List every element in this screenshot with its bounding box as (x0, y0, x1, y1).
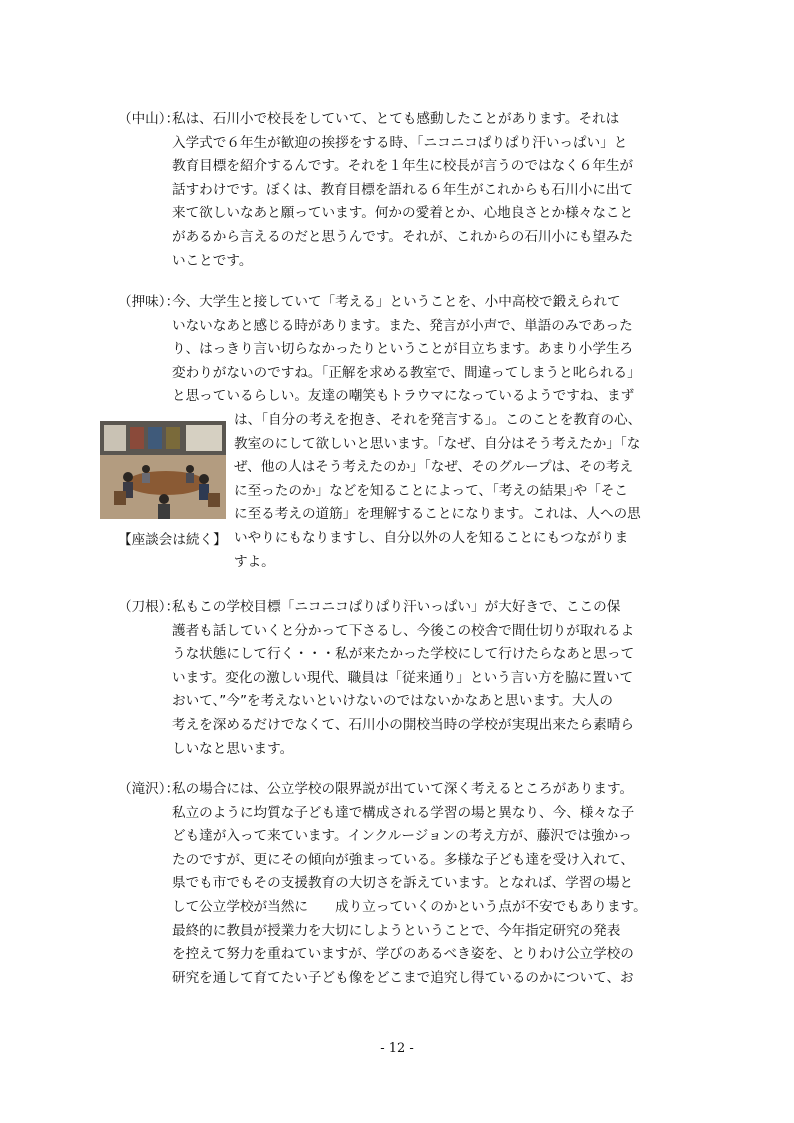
roundtable-photo-illustration (100, 421, 226, 519)
text-line: に至ったのか」などを知ることによって、｢考えの結果｣や「そこ (234, 482, 628, 499)
speaker-label: （押味）： (118, 294, 180, 310)
text-line: に至る考えの道筋」を理解することになります。これは、人への思 (234, 506, 641, 523)
text-line: います。変化の激しい現代、職員は「従来通り」という言い方を脇に置いて (172, 669, 634, 686)
text-line: すよ。 (234, 553, 275, 570)
speech-text (172, 108, 688, 273)
text-line: 私の場合には、公立学校の限界説が出ていて深く考えるところがあります。 (172, 781, 634, 797)
photo-caption: 【座談会は続く】 (118, 532, 227, 548)
speech-text (172, 291, 688, 409)
text-line: 今、大学生と接していて「考える」ということを、小中高校で鍛えられて (172, 294, 621, 310)
text-line: 護者も話していくと分かって下さるし、今後この校舎で間仕切りが取れるよ (172, 622, 635, 639)
text-line: ぜ、他の人はそう考えたのか」｢なぜ、そのグループは、その考え (234, 459, 634, 476)
text-line: いことです。 (172, 252, 253, 269)
text-line: うな状態にして行く・・・私が来たかった学校にして行けたらなあと思って (172, 646, 635, 663)
text-line: しいなと思います。 (172, 740, 294, 757)
text-line: 変わりがないのですね。｢正解を求める教室で、間違ってしまうと叱られる｣ (172, 364, 634, 381)
speech-text (172, 778, 688, 990)
text-line: 教室のにして欲しいと思います。｢なぜ、自分はそう考えたか｣「な (234, 435, 641, 452)
speaker-label: （中山）： (118, 111, 180, 127)
text-line: 私立のように均質な子ども達で構成される学習の場と異なり、今、様々な子 (172, 804, 635, 821)
text-line: おいて、”今”を考えないといけないのではないかなあと思います。大人の (172, 693, 613, 710)
text-line: たのですが、更にその傾向が強まっている。多様な子ども達を受け入れて、 (172, 851, 634, 868)
page-number: - 12 - (380, 1041, 414, 1056)
text-line: は、「自分の考えを抱き、それを発言する」。このことを教育の心、 (234, 411, 642, 428)
text-line: 私もこの学校目標「ニコニコぱりぱり汗いっぱい」が大好きで、ここの保 (172, 599, 621, 615)
text-line: 研究を通して育てたい子ども像をどこまで追究し得ているのかについて、お (172, 969, 634, 986)
text-line: 入学式で６年生が歓迎の挨拶をする時、「ニコニコぱりぱり汗いっぱい」と (172, 134, 628, 151)
speech-block-tone (108, 596, 688, 761)
speech-block-takizawa (108, 778, 688, 990)
text-line: いやりにもなりますし、自分以外の人を知ることにもつながりま (234, 529, 629, 546)
speech-text (172, 596, 688, 761)
text-line: 県でも市でもその支援教育の大切さを訴えています。となれば、学習の場と (172, 875, 634, 892)
speech-block-nakayama (108, 108, 688, 273)
text-line: 私は、石川小で校長をしていて、とても感動したことがあります。それは (172, 111, 620, 127)
text-line: と思っているらしい。友達の嘲笑もトラウマになっているようですね、まず (172, 388, 635, 405)
speaker-label: （滝沢）： (118, 781, 180, 797)
text-line: して公立学校が当然に 成り立っていくのかという点が不安でもあります。 (172, 898, 647, 915)
text-line: を控えて努力を重ねていますが、学びのあるべき姿を、とりわけ公立学校の (172, 946, 634, 963)
text-line: 考えを深めるだけでなくて、石川小の開校当時の学校が実現出来たら素晴ら (172, 716, 634, 733)
speaker-label: （刀根）： (118, 599, 180, 615)
text-line: 最終的に教員が授業力を大切にしようということで、今年指定研究の発表 (172, 922, 621, 939)
text-line: があるから言えるのだと思うんです。それが、これからの石川小にも望みた (172, 228, 634, 245)
text-line: 教育目標を紹介するんです。それを１年生に校長が言うのではなく６年生が (172, 158, 634, 175)
text-line: 来て欲しいなあと願っています。何かの愛着とか、心地良さとか様々なこと (172, 205, 634, 222)
text-line: り、はっきり言い切らなかったりということが目立ちます。あまり小学生ろ (172, 341, 634, 358)
text-line: ども達が入って来ています。インクルージョンの考え方が、藤沢では強かっ (172, 828, 632, 845)
text-line: 話すわけです。ぼくは、教育目標を語れる６年生がこれからも石川小に出て (172, 181, 634, 198)
roundtable-photo (100, 421, 226, 519)
speech-text-wrap (234, 409, 688, 574)
text-line: いないなあと感じる時があります。また、発言が小声で、単語のみであった (172, 317, 633, 334)
